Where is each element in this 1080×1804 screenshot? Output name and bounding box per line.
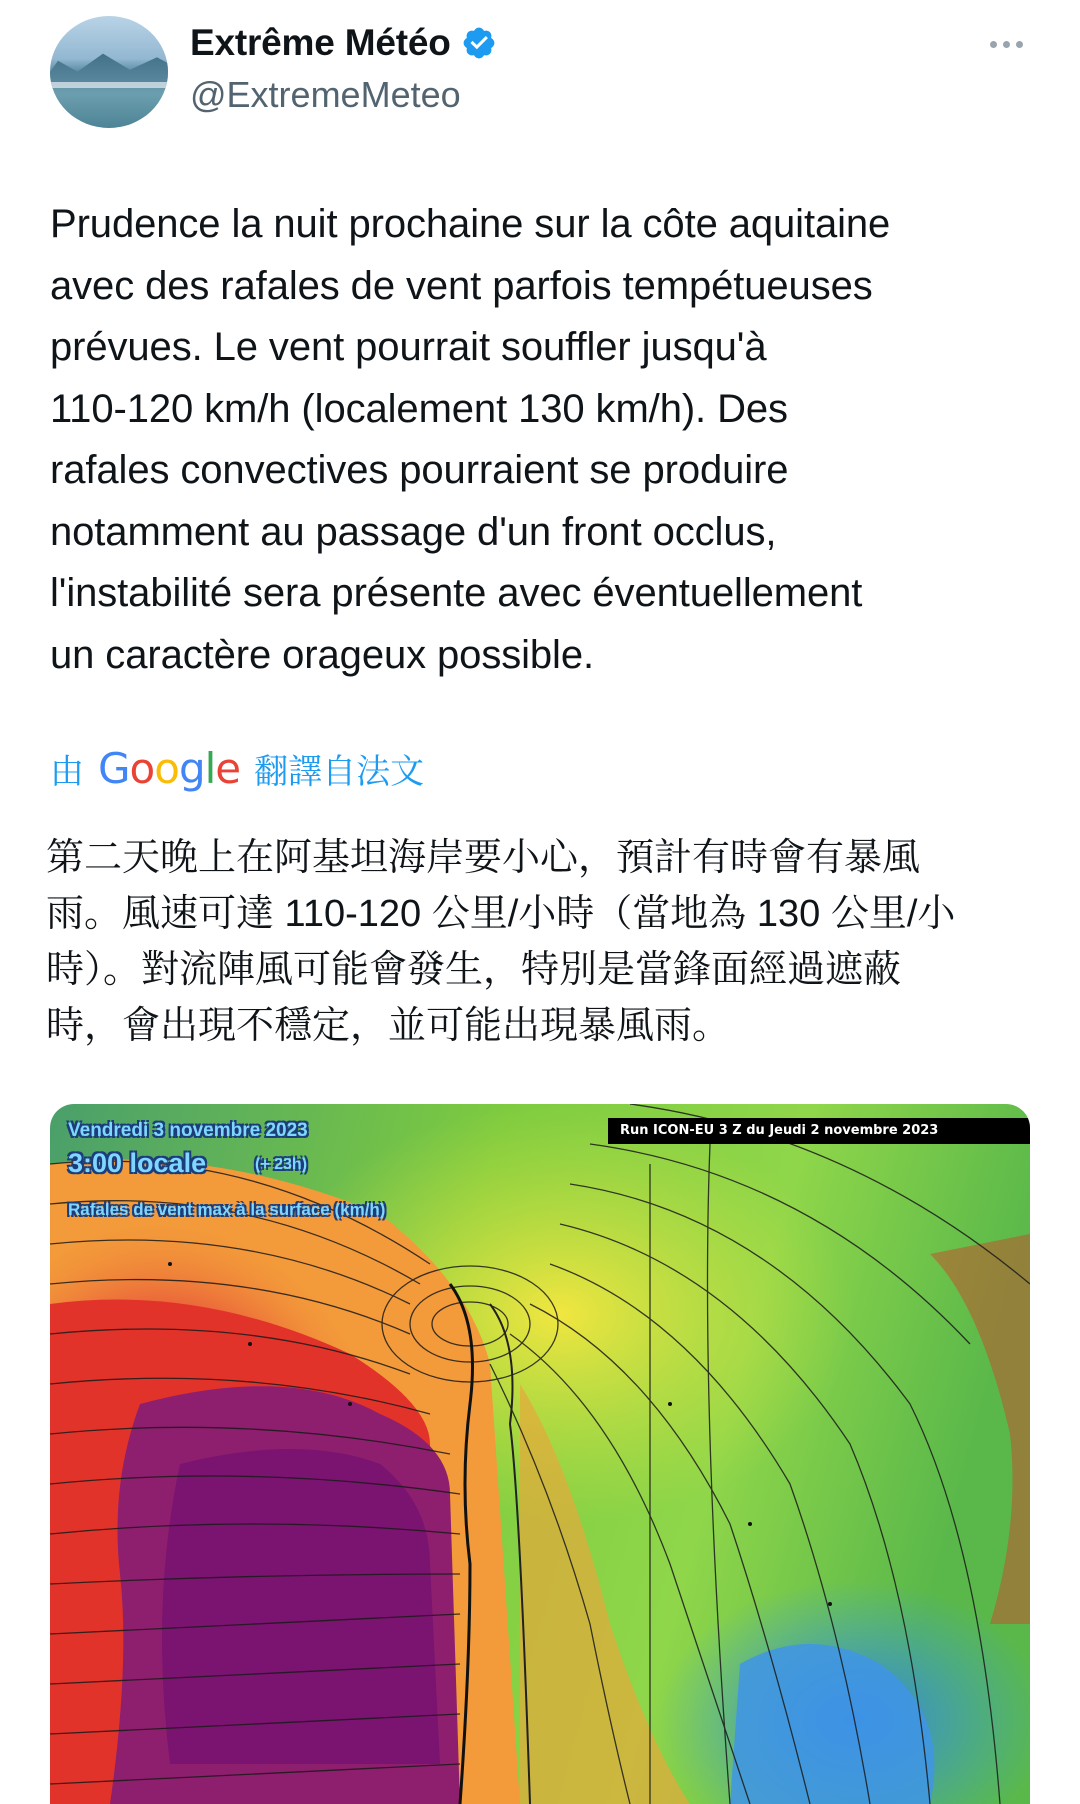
map-time-label: 3:00 locale bbox=[68, 1148, 207, 1178]
tweet-header bbox=[50, 16, 1030, 136]
map-date-label: Vendredi 3 novembre 2023 bbox=[68, 1120, 308, 1141]
translated-text: 第二天晚上在阿基坦海岸要小心，預計有時會有暴風 雨。風速可達 110-120 公里/小時（當地為 130 公里/小 時）。對流陣風可能會發生，特別是當鋒面經過遮蔽 時，會出現不穩定，並可能出現暴風雨。 bbox=[46, 837, 956, 1047]
translated-from-label: 翻譯自法文 bbox=[254, 753, 425, 791]
tweet-media-image[interactable] bbox=[50, 1104, 1030, 1804]
verified-badge-icon bbox=[461, 25, 497, 61]
avatar[interactable] bbox=[50, 16, 168, 128]
map-offset-label: (+ 23h) bbox=[255, 1156, 308, 1173]
display-name-row[interactable] bbox=[190, 22, 497, 64]
tweet-text: Prudence la nuit prochaine sur la côte aquitaine avec des rafales de vent parfois tempétueuses prévues. Le vent pourrait souffler jusqu'à 110-120 km/h (localement 130 km/h). Des rafales convectives pourraient se produire notamment au passage d'un front occlus, l'instabilité sera présente avec éventuellement un caractère orageux possible. bbox=[50, 202, 891, 677]
translated-by-label: 由 bbox=[50, 753, 84, 791]
user-handle[interactable]: @ExtremeMeteo bbox=[190, 74, 461, 115]
display-name[interactable]: Extrême Météo bbox=[190, 22, 451, 63]
google-logo: Google bbox=[98, 744, 241, 793]
map-variable-label: Rafales de vent max à la surface (km/h) bbox=[68, 1200, 386, 1219]
more-options-icon[interactable] bbox=[990, 34, 1030, 54]
translation-attribution[interactable] bbox=[50, 744, 424, 793]
model-run-banner: Run ICON-EU 3 Z du Jeudi 2 novembre 2023 bbox=[608, 1118, 1030, 1144]
